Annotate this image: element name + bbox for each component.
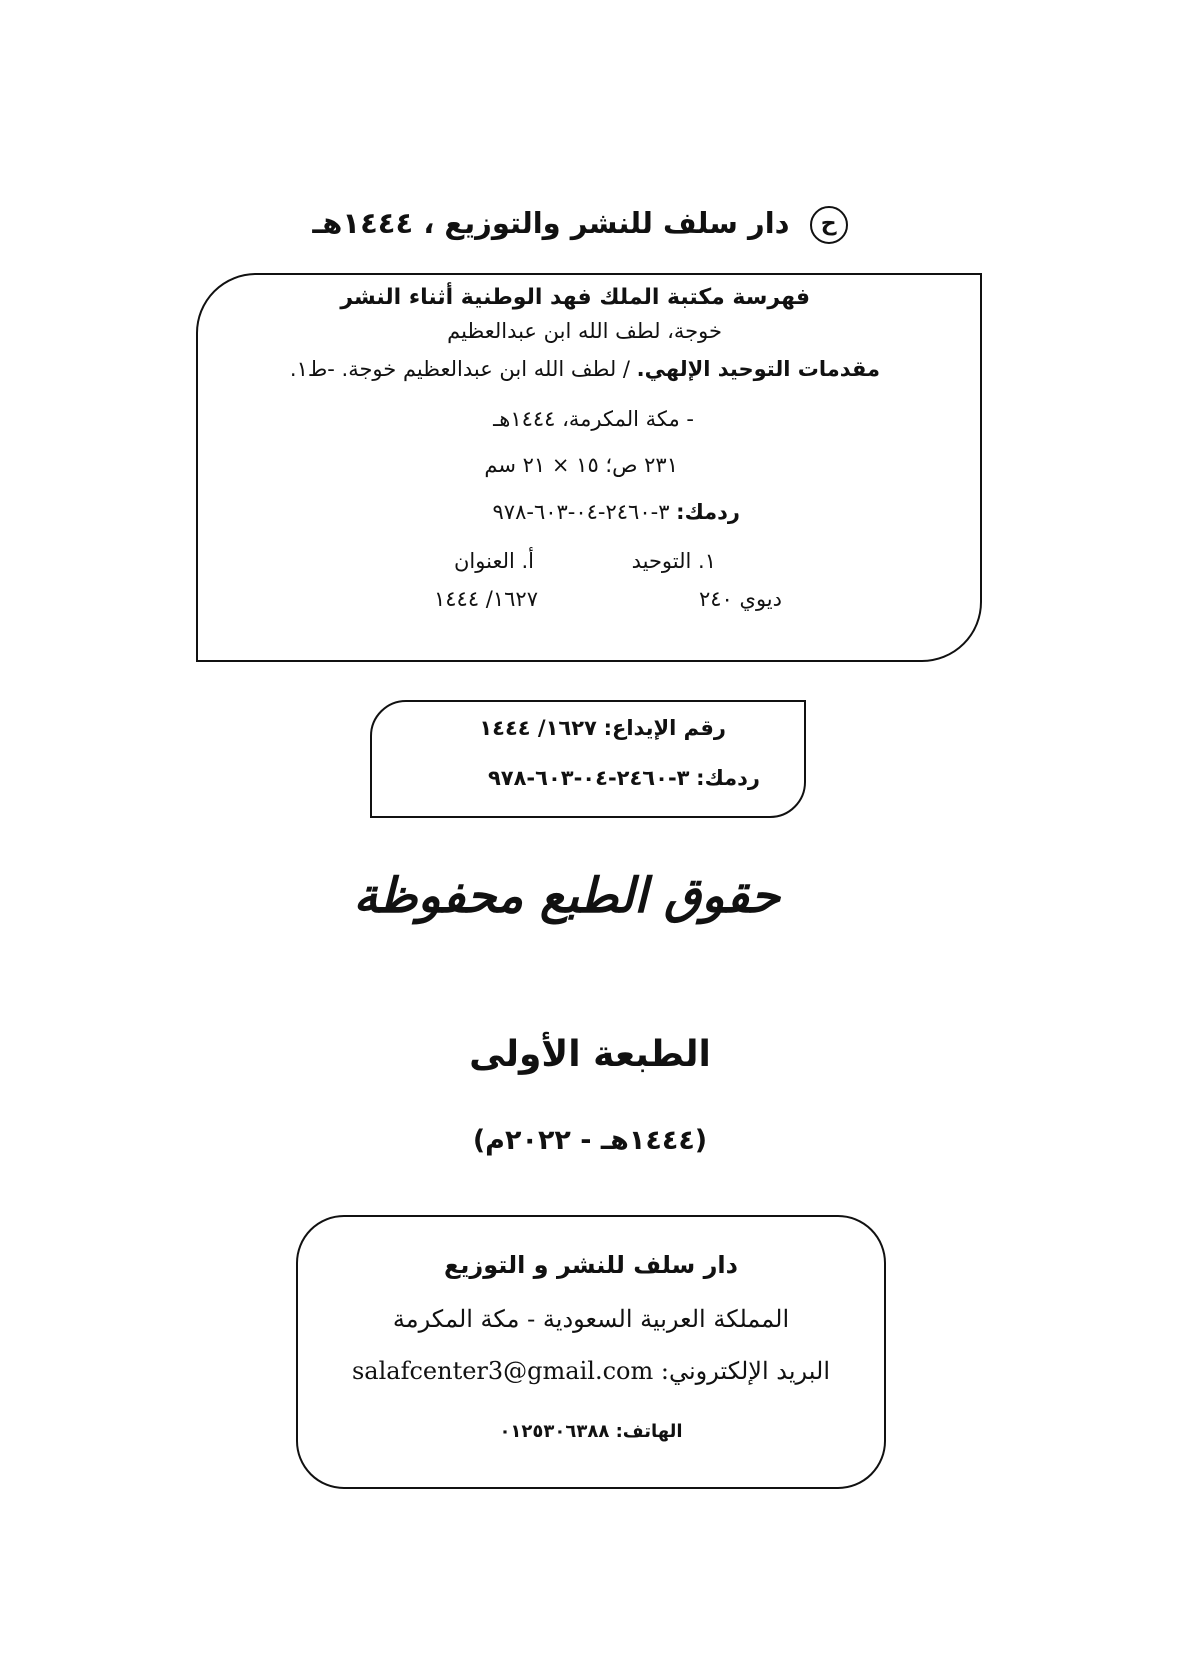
cip-isbn-label: ردمك: xyxy=(676,500,740,524)
cip-isbn-value: ٣-٢٤٦٠-٠٤-٦٠٣-٩٧٨ xyxy=(492,500,670,524)
email-address[interactable]: salafcenter3@gmail.com xyxy=(351,1357,654,1385)
cip-dewey: ديوي ٢٤٠ xyxy=(698,587,782,611)
phone-number: ٠١٢٥٣٠٦٣٨٨ xyxy=(499,1421,610,1442)
cip-author: خوجة، لطف الله ابن عبدالعظيم xyxy=(447,319,722,343)
publisher-location: المملكة العربية السعودية - مكة المكرمة xyxy=(392,1305,790,1333)
deposit-box xyxy=(370,700,806,818)
deposit-number xyxy=(479,716,726,740)
edition-date: (١٤٤٤هـ - ٢٠٢٢م) xyxy=(472,1125,708,1156)
deposit-isbn-value: ٣-٢٤٦٠-٠٤-٦٠٣-٩٧٨ xyxy=(487,766,690,790)
publisher-box xyxy=(296,1215,886,1489)
copyright-symbol: ح xyxy=(810,206,848,244)
email-label: البريد الإلكتروني: xyxy=(660,1357,831,1385)
publisher-phone-line xyxy=(298,1421,884,1442)
phone-label: الهاتف: xyxy=(615,1421,683,1442)
cip-call-number: ١٦٢٧/ ١٤٤٤ xyxy=(433,587,538,611)
cip-title-heading: أ. العنوان xyxy=(454,549,534,573)
deposit-isbn xyxy=(488,766,760,790)
cip-title-statement xyxy=(290,357,880,381)
copyright-line xyxy=(300,206,860,244)
edition-label: الطبعة الأولى xyxy=(469,1034,711,1075)
rights-reserved-calligraphy: حقوق الطبع محفوظة xyxy=(353,868,780,924)
cip-title: فهرسة مكتبة الملك فهد الوطنية أثناء النشر xyxy=(340,285,810,310)
copyright-text: دار سلف للنشر والتوزيع ، ١٤٤٤هـ xyxy=(312,206,790,240)
deposit-value: ١٦٢٧/ ١٤٤٤ xyxy=(479,716,597,740)
cataloguing-box xyxy=(196,273,982,662)
deposit-label: رقم الإيداع: xyxy=(603,716,726,740)
publisher-email-line xyxy=(298,1357,884,1385)
deposit-isbn-label: ردمك: xyxy=(696,766,760,790)
cip-publication-place: - مكة المكرمة، ١٤٤٤هـ xyxy=(493,407,694,431)
cip-physical-extent: ٢٣١ ص؛ ١٥ × ٢١ سم xyxy=(484,453,678,477)
publisher-name: دار سلف للنشر و التوزيع xyxy=(444,1251,738,1279)
cip-isbn xyxy=(493,500,740,524)
cip-work-title: مقدمات التوحيد الإلهي. xyxy=(636,357,880,381)
cip-subject: ١. التوحيد xyxy=(631,549,716,573)
cip-responsibility: / لطف الله ابن عبدالعظيم خوجة. -ط١. xyxy=(289,357,630,381)
